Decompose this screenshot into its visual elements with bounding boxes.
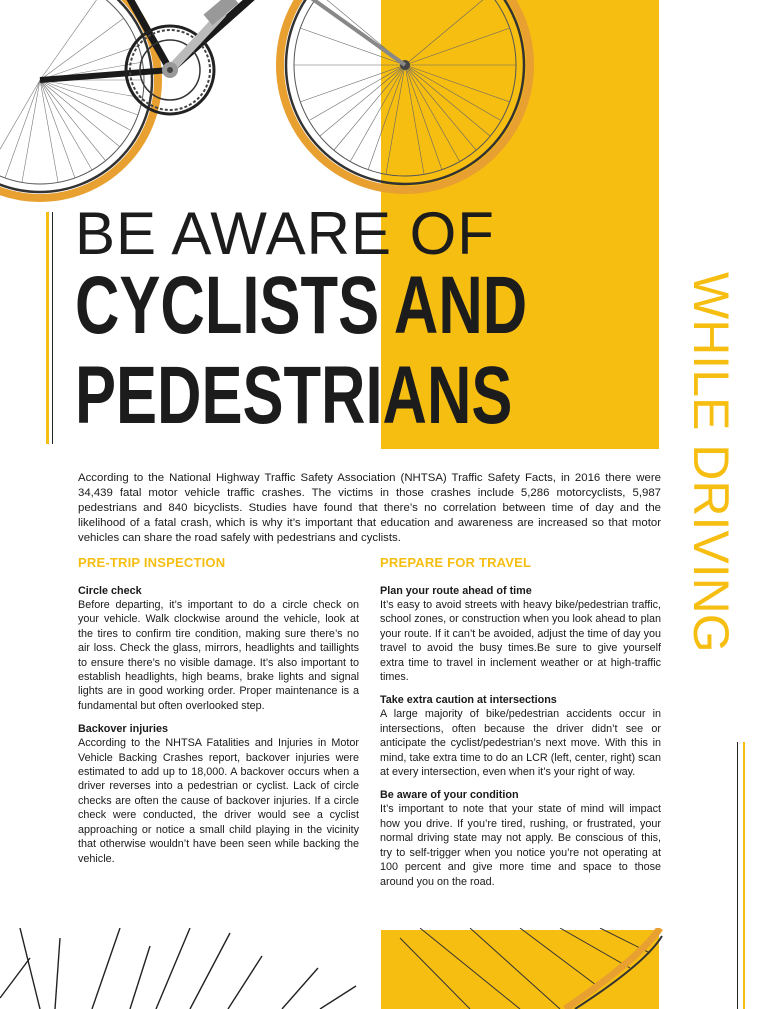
subheading-backover-injuries: Backover injuries (78, 723, 169, 736)
paragraph-circle-check: Before departing, it’s important to do a circle check on your vehicle. Walk clockwise around the vehicle, look at the tires to confirm tire condition, making sure there’s no air loss. Check the glass, mirrors, headlights and taillights to ensure there’s no visible damage. It’s also important to establish headlights, high beams, brake lights and signal lights are in good working order. Proper maintenance is a fundamental but often overlooked step. (78, 599, 359, 712)
section-heading-prepare: PREPARE FOR TRAVEL (380, 555, 532, 570)
rear-wheel (0, 0, 158, 198)
right-accent-rule (743, 742, 745, 1009)
vertical-subtitle: WHILE DRIVING (683, 272, 739, 653)
bicycle-illustration (0, 0, 780, 205)
intro-paragraph: According to the National Highway Traffic Safety Association (NHTSA) Traffic Safety Facts, in 2016 there were 34,439 fatal motor vehicle traffic crashes. The victims in those crashes include 5,286 motorcyclists, 5,987 pedestrians and 840 bicyclists. Studies have found that there’s no correlation between time of day and the likelihood of a fatal crash, which is why it’s important that education and awareness are increased so that motor vehicles can share the road safely with pedestrians and cyclists. (78, 472, 661, 544)
subheading-intersections: Take extra caution at intersections (380, 694, 557, 707)
left-column (78, 555, 359, 875)
front-wheel (280, 0, 530, 190)
paragraph-backover-injuries: According to the NHTSA Fatalities and Injuries in Motor Vehicle Backing Crashes report, backover injuries were estimated to add up to 18,000. A backover occurs when a driver reverses into a pedestrian or cyclist. Lack of circle checks are often the cause of backover injuries. If a circle check were conducted, the driver would see a cyclist approaching or notice a small child playing in the vicinity that otherwise wouldn’t have been seen while backing the vehicle. (78, 737, 359, 865)
right-dark-rule (737, 742, 738, 1009)
section-heading-pre-trip: PRE-TRIP INSPECTION (78, 555, 226, 570)
paragraph-intersections: A large majority of bike/pedestrian accidents occur in intersections, often because the driver didn’t see or anticipate the cyclist/pedestrian’s next move. With this in mind, take extra time to do an LCR (left, center, right) scan at every intersection, even when it’s your right of way. (380, 708, 661, 779)
left-dark-rule (52, 212, 53, 444)
paragraph-condition: It’s important to note that your state of mind will impact how you drive. If you’re tired, rushing, or frustrated, your normal driving state may not apply. Be conscious of this, try to self-trigger when you notice you’re not operating at 100 percent and give more time and space to those around you on the road. (380, 803, 661, 888)
paragraph-plan-route: It’s easy to avoid streets with heavy bike/pedestrian traffic, school zones, or construction when you look ahead to plan your route. If it can’t be avoided, adjust the time of day you travel to avoid the busy times.Be sure to give yourself extra time to travel in inclement weather or at high-traffic times. (380, 599, 661, 684)
subheading-condition: Be aware of your condition (380, 789, 519, 802)
right-column (380, 555, 661, 898)
title-line-2: CYCLISTS AND (75, 260, 528, 351)
subheading-circle-check: Circle check (78, 585, 142, 597)
subheading-plan-route: Plan your route ahead of time (380, 585, 532, 597)
title-line-1: BE AWARE OF (75, 200, 495, 267)
left-accent-rule (46, 212, 49, 444)
wheel-spokes-illustration (0, 928, 780, 1009)
title-line-3: PEDESTRIANS (75, 350, 513, 441)
